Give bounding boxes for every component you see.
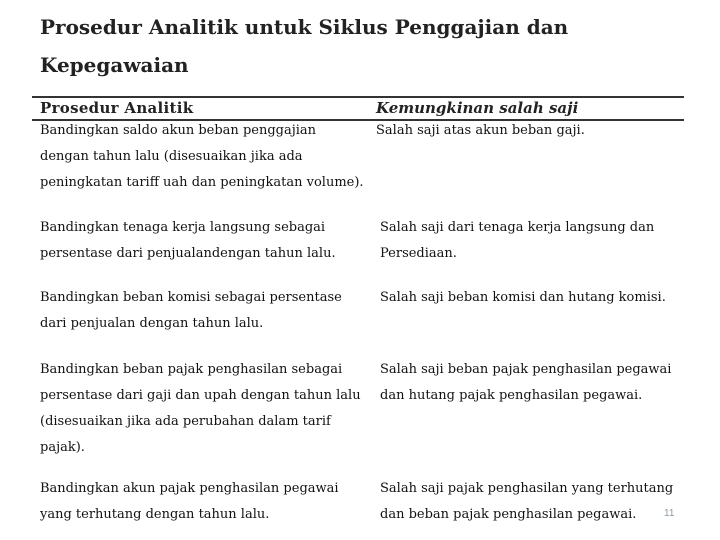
misstatement-line: dan beban pajak penghasilan pegawai. xyxy=(380,507,637,522)
misstatement-cell xyxy=(380,476,680,528)
procedure-line: pajak). xyxy=(40,440,85,455)
column-header-prosedur: Prosedur Analitik xyxy=(40,99,194,117)
procedure-line: persentase dari penjualandengan tahun lalu. xyxy=(40,246,336,261)
column-header-salah-saji: Kemungkinan salah saji xyxy=(376,99,579,117)
procedure-line: persentase dari gaji dan upah dengan tahun lalu xyxy=(40,388,361,403)
misstatement-line: dan hutang pajak penghasilan pegawai. xyxy=(380,388,643,403)
misstatement-line: Salah saji dari tenaga kerja langsung dan xyxy=(380,220,655,235)
procedure-line: Bandingkan akun pajak penghasilan pegawai xyxy=(40,481,339,496)
table-top-rule xyxy=(32,96,684,98)
procedure-line: Bandingkan beban pajak penghasilan sebagai xyxy=(40,362,343,377)
procedure-line: (disesuaikan jika ada perubahan dalam tarif xyxy=(40,414,331,429)
procedure-line: yang terhutang dengan tahun lalu. xyxy=(40,507,270,522)
misstatement-line: Salah saji beban pajak penghasilan pegawai xyxy=(380,362,672,377)
procedure-line: Bandingkan beban komisi sebagai persentase xyxy=(40,290,342,305)
procedure-line: Bandingkan saldo akun beban penggajian xyxy=(40,123,317,138)
page-number: 11 xyxy=(664,508,675,519)
misstatement-cell xyxy=(380,215,680,267)
procedure-line: dari penjualan dengan tahun lalu. xyxy=(40,316,264,331)
misstatement-cell xyxy=(380,357,680,409)
procedure-line: Bandingkan tenaga kerja langsung sebagai xyxy=(40,220,326,235)
procedure-line: peningkatan tariff uah dan peningkatan volume). xyxy=(40,175,364,190)
misstatement-cell xyxy=(376,118,676,144)
misstatement-cell xyxy=(380,285,680,311)
misstatement-line: Persediaan. xyxy=(380,246,457,261)
misstatement-line: Salah saji pajak penghasilan yang terhutang xyxy=(380,481,674,496)
title-line-1: Prosedur Analitik untuk Siklus Penggajian dan xyxy=(40,15,569,39)
misstatement-line: Salah saji beban komisi dan hutang komisi. xyxy=(380,290,666,305)
procedure-cell xyxy=(40,476,370,528)
title-line-2: Kepegawaian xyxy=(40,53,189,77)
procedure-cell xyxy=(40,118,370,196)
procedure-cell xyxy=(40,215,370,267)
page-title xyxy=(40,8,680,84)
procedure-cell xyxy=(40,357,370,461)
procedure-line: dengan tahun lalu (disesuaikan jika ada xyxy=(40,149,303,164)
procedure-cell xyxy=(40,285,370,337)
misstatement-line: Salah saji atas akun beban gaji. xyxy=(376,123,585,138)
